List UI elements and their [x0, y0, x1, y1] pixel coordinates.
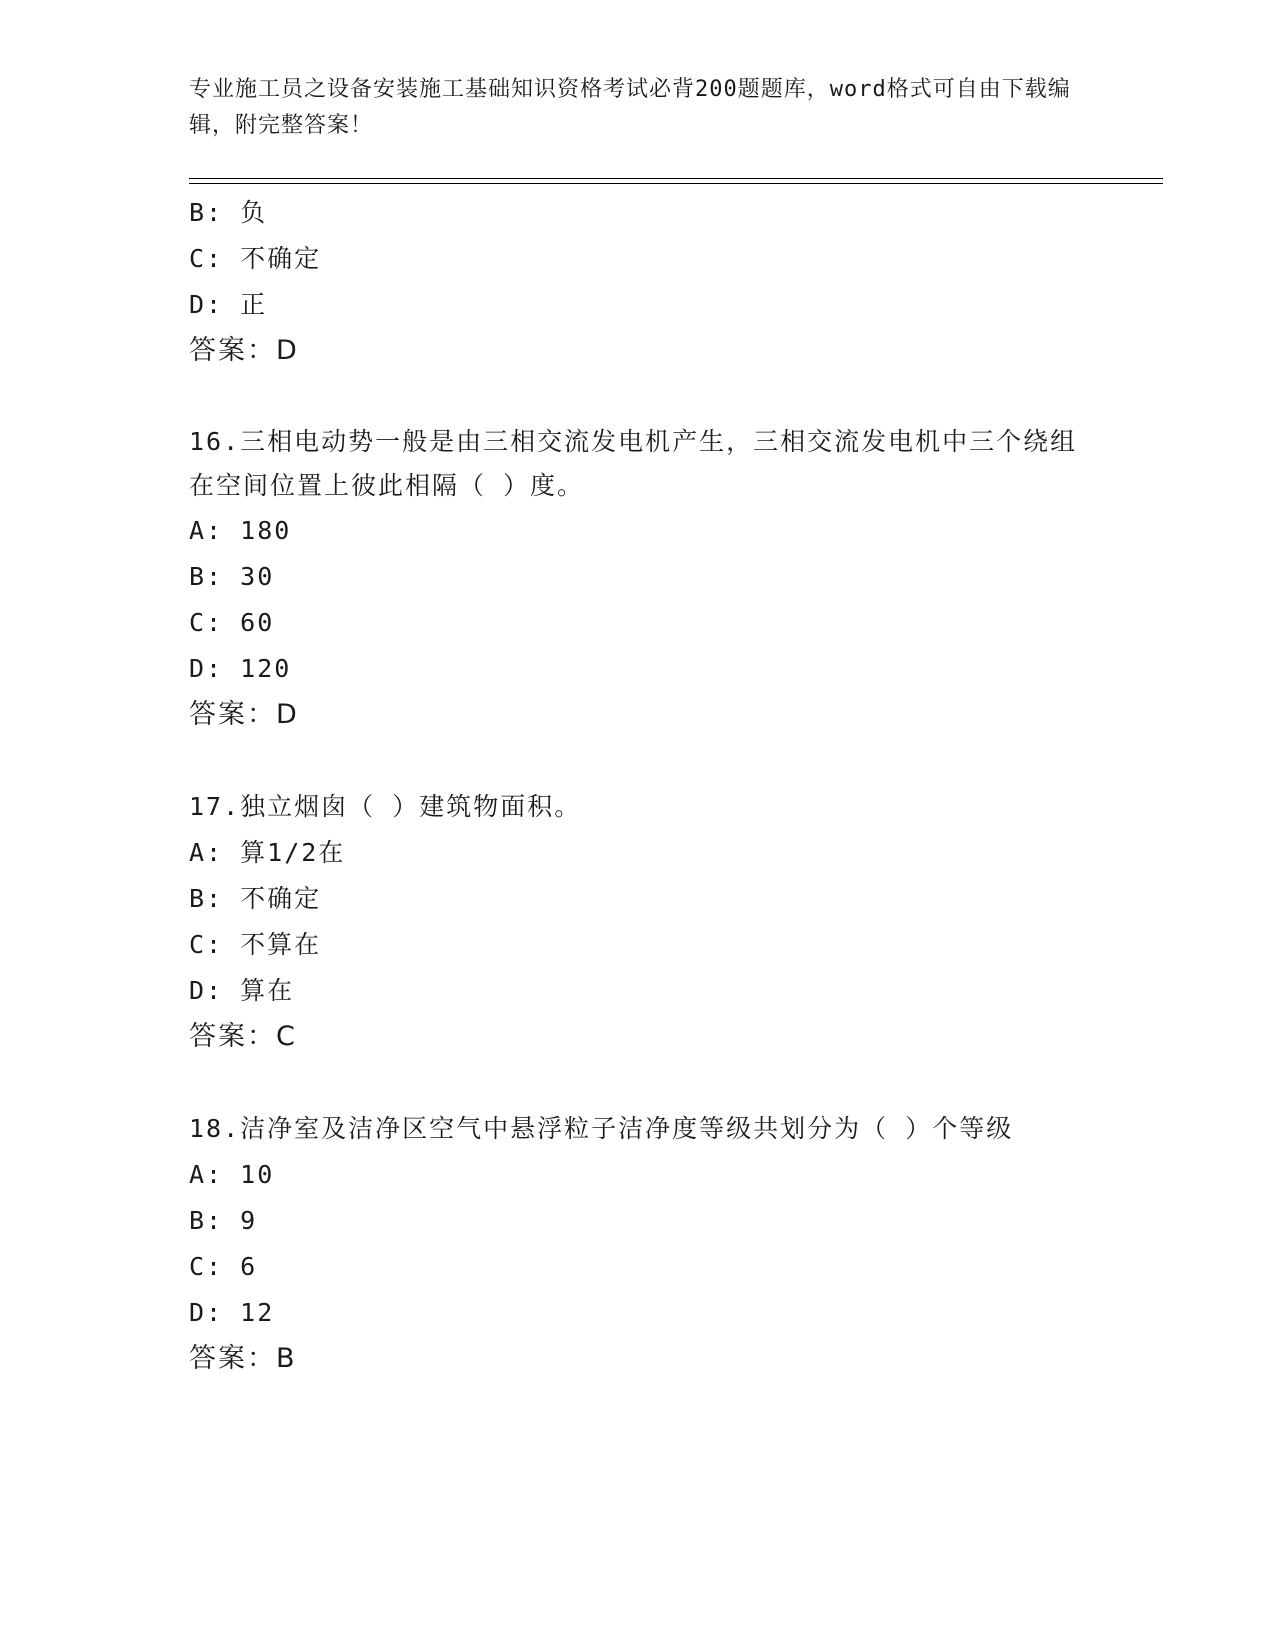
option-d: D: 算在: [189, 976, 295, 1005]
option-b: B: 30: [189, 562, 275, 591]
option-b: B: 9: [189, 1206, 258, 1235]
answer-line: 答案：B: [189, 1343, 297, 1374]
spacer: [189, 738, 1089, 784]
document-header: [189, 72, 1089, 144]
question-block-16: [189, 420, 1089, 738]
option-c: C: 不算在: [189, 930, 322, 959]
option-a: A: 10: [189, 1160, 275, 1189]
option-d: D: 正: [189, 290, 268, 319]
question-list: [189, 190, 1089, 1382]
header-divider-top: [189, 178, 1163, 179]
answer-line: 答案：C: [189, 1021, 297, 1052]
question-block-17: [189, 784, 1089, 1060]
option-a: A: 算1/2在: [189, 838, 346, 867]
option-c: C: 不确定: [189, 244, 322, 273]
question-text: 17.独立烟囱（ ）建筑物面积。: [189, 792, 582, 821]
option-b: B: 负: [189, 198, 268, 227]
option-c: C: 60: [189, 608, 275, 637]
option-b: B: 不确定: [189, 884, 322, 913]
option-a: A: 180: [189, 516, 292, 545]
answer-line: 答案：D: [189, 335, 299, 366]
question-block-18: [189, 1106, 1089, 1382]
option-d: D: 120: [189, 654, 292, 683]
option-c: C: 6: [189, 1252, 258, 1281]
question-text: 18.洁净室及洁净区空气中悬浮粒子洁净度等级共划分为（ ）个等级: [189, 1114, 1014, 1143]
spacer: [189, 1060, 1089, 1106]
header-divider-bottom: [189, 183, 1163, 184]
question-block-prev: [189, 190, 1089, 374]
header-title: 专业施工员之设备安装施工基础知识资格考试必背200题题库，word格式可自由下载编辑，附完整答案！: [189, 77, 1071, 138]
option-d: D: 12: [189, 1298, 275, 1327]
question-text: 16.三相电动势一般是由三相交流发电机产生，三相交流发电机中三个绕组在空间位置上彼此相隔（ ）度。: [189, 427, 1078, 500]
answer-line: 答案：D: [189, 699, 299, 730]
spacer: [189, 374, 1089, 420]
